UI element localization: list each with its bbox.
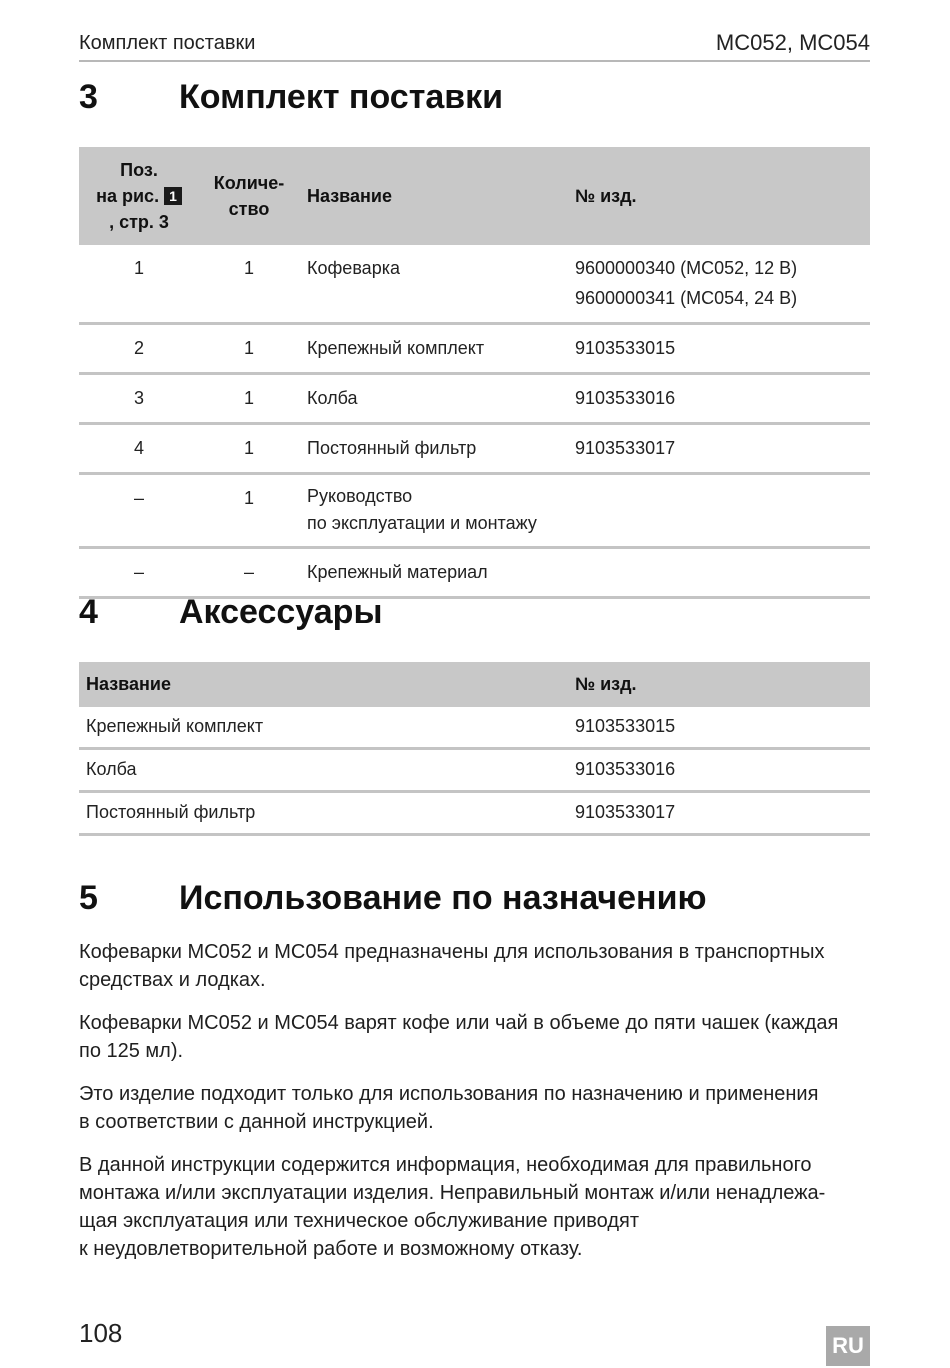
section-number: 3	[79, 78, 98, 116]
cell-quantity: 1	[199, 424, 299, 474]
header-position	[79, 147, 199, 245]
cell-part-number	[567, 548, 870, 598]
cell-name: Кофеварка	[299, 245, 567, 324]
language-badge: RU	[826, 1326, 870, 1366]
table-row	[79, 324, 870, 374]
cell-part-number: 9103533015	[567, 324, 870, 374]
cell-quantity: 1	[199, 324, 299, 374]
text-line: В данной инструкции содержится информация, необходимая для правильного	[79, 1154, 812, 1176]
page-header	[79, 30, 870, 62]
intended-use-text	[79, 938, 874, 1278]
header-models: MC052, MC054	[715, 30, 870, 55]
table-row	[79, 474, 870, 548]
part-number-12v: 9600000340 (MC052, 12 В)	[575, 258, 798, 278]
cell-position: 4	[79, 424, 199, 474]
text-line: в соответствии с данной инструкцией.	[79, 1111, 434, 1133]
cell-name: Постоянный фильтр	[299, 424, 567, 474]
delivery-scope-table	[79, 147, 870, 599]
table-row	[79, 792, 870, 835]
cell-name: Крепежный комплект	[79, 707, 567, 749]
cell-name	[299, 474, 567, 548]
text-line: к неудовлетворительной работе и возможному отказу.	[79, 1238, 583, 1260]
table-row	[79, 374, 870, 424]
cell-position: –	[79, 474, 199, 548]
page-number: 108	[79, 1318, 123, 1348]
cell-part-number: 9103533017	[567, 424, 870, 474]
cell-quantity: 1	[199, 474, 299, 548]
cell-name: Колба	[299, 374, 567, 424]
cell-position: –	[79, 548, 199, 598]
header-name: Название	[79, 662, 567, 707]
table-row	[79, 245, 870, 324]
table-header-row	[79, 147, 870, 245]
header-position-line3: , стр. 3	[109, 212, 169, 232]
table-row	[79, 548, 870, 598]
cell-position: 1	[79, 245, 199, 324]
table-header-row	[79, 662, 870, 707]
section-title: Аксессуары	[179, 593, 383, 631]
cell-part-number	[567, 245, 870, 324]
accessories-table	[79, 662, 870, 836]
text-line: щая эксплуатация или техническое обслуживание приводят	[79, 1210, 639, 1232]
cell-quantity: –	[199, 548, 299, 598]
cell-part-number	[567, 474, 870, 548]
part-number-24v: 9600000341 (MC054, 24 В)	[575, 288, 798, 308]
cell-position: 3	[79, 374, 199, 424]
section-number: 5	[79, 879, 98, 917]
header-name: Название	[299, 147, 567, 245]
header-position-line2: на рис.	[96, 186, 160, 206]
cell-position: 2	[79, 324, 199, 374]
section-title: Использование по назначению	[179, 879, 707, 917]
cell-part-number: 9103533016	[567, 749, 870, 792]
header-quantity-line1: Количе-	[213, 173, 285, 193]
header-quantity-line2: ство	[228, 199, 270, 219]
cell-part-number: 9103533015	[567, 707, 870, 749]
table-row	[79, 749, 870, 792]
cell-name-line1: Руководство	[307, 486, 413, 506]
text-line: Это изделие подходит только для использования по назначению и применения	[79, 1083, 819, 1105]
text-line: по 125 мл).	[79, 1040, 184, 1062]
header-quantity	[199, 147, 299, 245]
header-section-title: Комплект поставки	[79, 32, 256, 54]
section-title: Комплект поставки	[179, 78, 504, 116]
text-line: Кофеварки MC052 и MC054 предназначены для использования в транспортных	[79, 941, 825, 963]
cell-name-line2: по эксплуатации и монтажу	[307, 513, 537, 533]
figure-number-badge: 1	[164, 187, 182, 205]
cell-name: Крепежный комплект	[299, 324, 567, 374]
cell-quantity: 1	[199, 374, 299, 424]
text-line: монтажа и/или эксплуатации изделия. Неправильный монтаж и/или ненадлежа-	[79, 1182, 826, 1204]
paragraph	[79, 1080, 874, 1136]
section-number: 4	[79, 593, 98, 631]
table-row	[79, 707, 870, 749]
paragraph	[79, 1151, 874, 1263]
paragraph	[79, 938, 874, 994]
text-line: средствах и лодках.	[79, 969, 266, 991]
text-line: Кофеварки MC052 и MC054 варят кофе или чай в объеме до пяти чашек (каждая	[79, 1012, 839, 1034]
cell-part-number: 9103533016	[567, 374, 870, 424]
paragraph	[79, 1009, 874, 1065]
cell-name: Постоянный фильтр	[79, 792, 567, 835]
header-part-number: № изд.	[567, 662, 870, 707]
cell-name: Крепежный материал	[299, 548, 567, 598]
cell-quantity: 1	[199, 245, 299, 324]
table-row	[79, 424, 870, 474]
cell-part-number: 9103533017	[567, 792, 870, 835]
header-position-line1: Поз.	[120, 160, 158, 180]
cell-name: Колба	[79, 749, 567, 792]
header-part-number: № изд.	[567, 147, 870, 245]
